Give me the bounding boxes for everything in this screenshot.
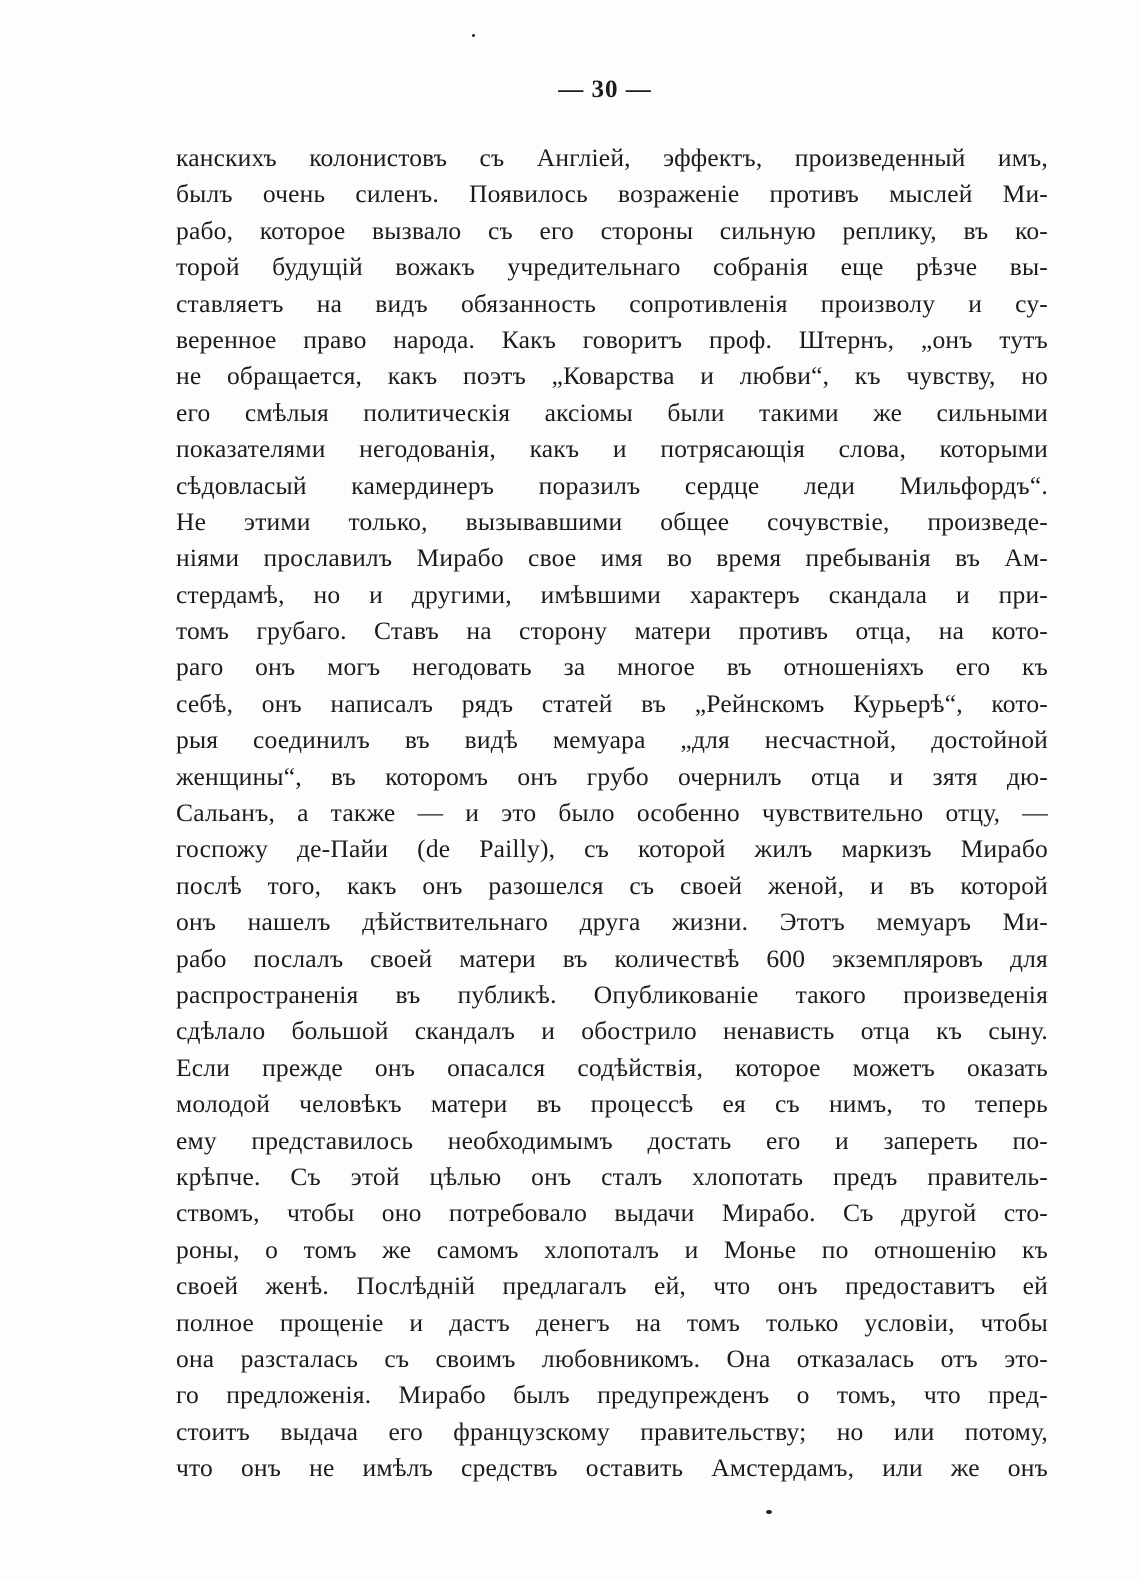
text-line: сдѣлало большой скандалъ и обострило ненависть отца къ сыну. bbox=[176, 1016, 1048, 1046]
text-line: сѣдовласый камердинеръ поразилъ сердце леди Мильфордъ“. bbox=[176, 470, 1048, 500]
text-line: Не этими только, вызывавшими общее сочувствіе, произведе- bbox=[176, 506, 1048, 536]
text-line: рабо послалъ своей матери въ количествѣ 600 экземпляровъ для bbox=[176, 943, 1048, 973]
body-text bbox=[176, 140, 1048, 1486]
text-line: ему представилось необходимымъ достать его и запереть по- bbox=[176, 1125, 1048, 1155]
text-line: канскихъ колонистовъ съ Англіей, эффектъ, произведенный имъ, bbox=[176, 143, 1048, 172]
text-line: госпожу де-Пайи (de Pailly), съ которой жилъ маркизъ Мирабо bbox=[176, 834, 1048, 864]
text-line: веренное право народа. Какъ говоритъ проф. Штернъ, „онъ тутъ bbox=[176, 324, 1048, 354]
text-line: рыя соединилъ въ видѣ мемуара „для несчастной, достойной bbox=[176, 725, 1048, 755]
text-line: ніями прославилъ Мирабо свое имя во время пребыванія въ Ам- bbox=[176, 543, 1048, 573]
text-line: раго онъ могъ негодовать за многое въ отношеніяхъ его къ bbox=[176, 652, 1048, 682]
text-line: ствомъ, чтобы оно потребовало выдачи Мирабо. Съ другой сто- bbox=[176, 1198, 1048, 1228]
text-line: стоитъ выдача его французскому правительству; но или потому, bbox=[176, 1416, 1048, 1446]
text-line: томъ грубаго. Ставъ на сторону матери противъ отца, на кото- bbox=[176, 616, 1048, 646]
text-line: своей женѣ. Послѣдній предлагалъ ей, что онъ предоставитъ ей bbox=[176, 1271, 1048, 1301]
text-line: что онъ не имѣлъ средствъ оставить Амстердамъ, или же онъ bbox=[176, 1453, 1048, 1483]
text-line: не обращается, какъ поэтъ „Коварства и любви“, къ чувству, но bbox=[176, 361, 1048, 391]
text-line: послѣ того, какъ онъ разошелся съ своей женой, и въ которой bbox=[176, 870, 1048, 900]
text-line: его смѣлыя политическія аксіомы были такими же сильными bbox=[176, 397, 1048, 427]
text-line: полное прощеніе и дастъ денегъ на томъ только условіи, чтобы bbox=[176, 1307, 1048, 1337]
text-line: молодой человѣкъ матери въ процессѣ ея съ нимъ, то теперь bbox=[176, 1089, 1048, 1119]
text-line: крѣпче. Съ этой цѣлью онъ сталъ хлопотать предъ правитель- bbox=[176, 1161, 1048, 1191]
page-number: — 30 — bbox=[558, 76, 652, 103]
text-line: торой будущій вожакъ учредительнаго собранія еще рѣзче вы- bbox=[176, 252, 1048, 282]
text-line: Сальанъ, а также — и это было особенно чувствительно отцу, — bbox=[176, 798, 1048, 828]
text-line: себѣ, онъ написалъ рядъ статей въ „Рейнскомъ Курьерѣ“, кото- bbox=[176, 688, 1048, 718]
text-line: го предложенія. Мирабо былъ предупрежденъ о томъ, что пред- bbox=[176, 1380, 1048, 1410]
text-line: рабо, которое вызвало съ его стороны сильную реплику, въ ко- bbox=[176, 215, 1048, 245]
text-line: показателями негодованія, какъ и потрясающія слова, которыми bbox=[176, 434, 1048, 464]
text-line: она разсталась съ своимъ любовникомъ. Она отказалась отъ это- bbox=[176, 1343, 1048, 1373]
scan-speck bbox=[766, 1510, 772, 1514]
text-line: онъ нашелъ дѣйствительнаго друга жизни. Этотъ мемуаръ Ми- bbox=[176, 907, 1048, 937]
text-line: ставляетъ на видъ обязанность сопротивленія произволу и су- bbox=[176, 288, 1048, 318]
text-line: былъ очень силенъ. Появилось возраженіе противъ мыслей Ми- bbox=[176, 179, 1048, 209]
text-line: распространенія въ публикѣ. Опубликованіе такого произведенія bbox=[176, 979, 1048, 1009]
text-line: роны, о томъ же самомъ хлопоталъ и Монье по отношенію къ bbox=[176, 1234, 1048, 1264]
text-line: Если прежде онъ опасался содѣйствія, которое можетъ оказать bbox=[176, 1052, 1048, 1082]
text-line: женщины“, въ которомъ онъ грубо очернилъ отца и зятя дю- bbox=[176, 761, 1048, 791]
scan-speck bbox=[472, 34, 475, 37]
text-line: стердамѣ, но и другими, имѣвшими характеръ скандала и при- bbox=[176, 579, 1048, 609]
